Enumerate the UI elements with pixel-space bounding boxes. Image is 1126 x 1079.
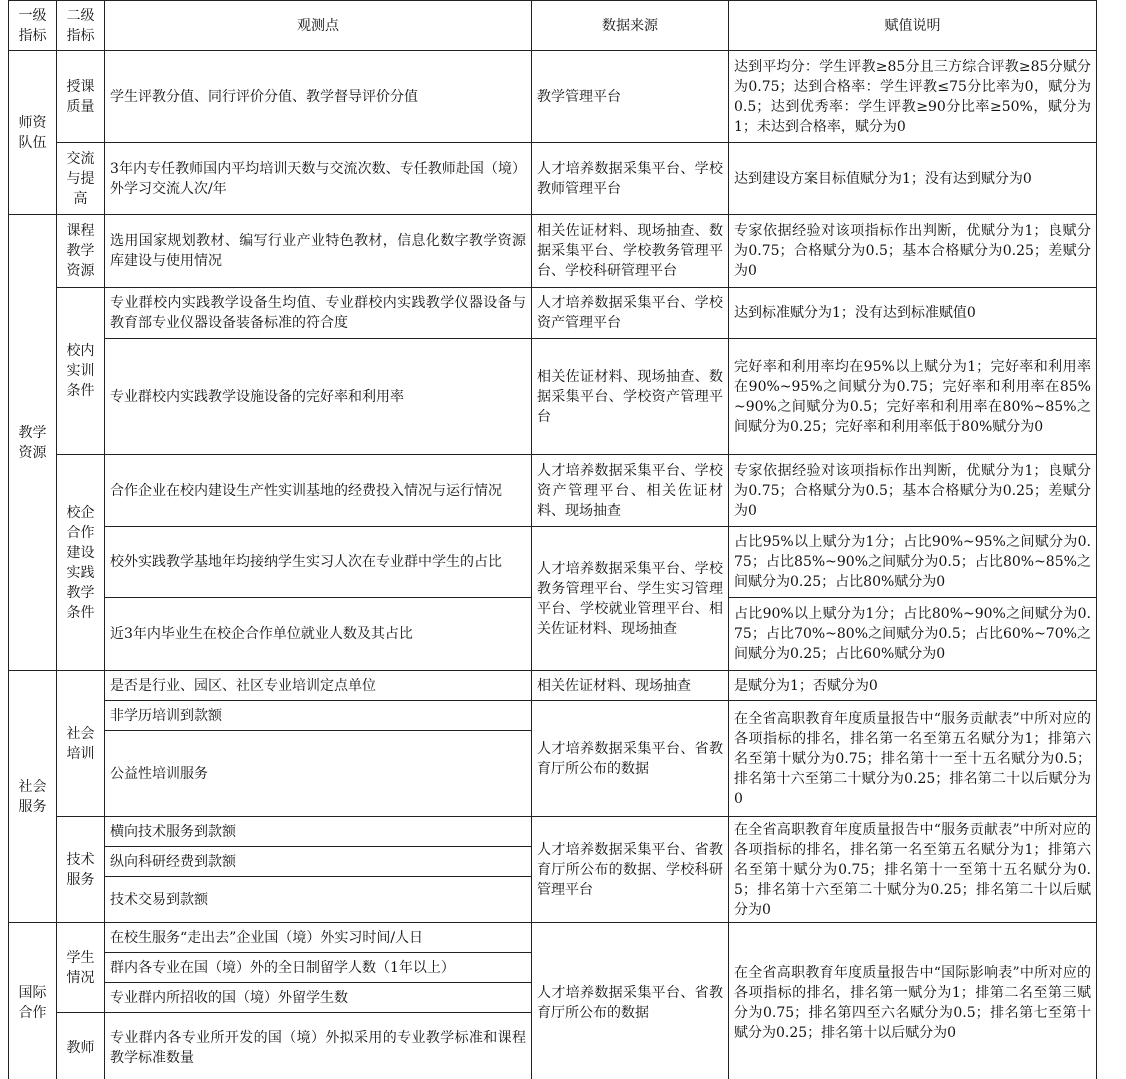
source-cell: 相关佐证材料、现场抽查、数据采集平台、学校资产管理平台	[532, 339, 729, 455]
source-cell: 人才培养数据采集平台、省教育厅所公布的数据	[532, 701, 729, 817]
observation-cell: 是否是行业、园区、社区专业培训定点单位	[105, 671, 532, 701]
scoring-cell: 占比95%以上赋分为1分；占比90%~95%之间赋分为0.75；占比85%~90%之间赋分为0.5；占比80%~85%之间赋分为0.25；占比80%赋分为0	[729, 527, 1097, 598]
table-row	[9, 671, 1097, 701]
scoring-cell: 在全省高职教育年度质量报告中“服务贡献表”中所对应的各项指标的排名，排名第一名至第五名赋分为1；排第六名至第十赋分为0.75；排名第十一至十五名赋分为0.5；排名第十六至第二十赋分为0.25；排名第二十以后赋分为0	[729, 701, 1097, 817]
source-cell: 教学管理平台	[532, 51, 729, 143]
header-level1: 一级指标	[9, 1, 57, 51]
header-scoring: 赋值说明	[729, 1, 1097, 51]
observation-cell: 专业群内所招收的国（境）外留学生数	[105, 983, 532, 1013]
source-cell: 人才培养数据采集平台、学校教务管理平台、学生实习管理平台、学校就业管理平台、相关佐证材料、现场抽查	[532, 527, 729, 671]
observation-cell: 群内各专业在国（境）外的全日制留学人数（1年以上）	[105, 953, 532, 983]
evaluation-index-table	[8, 0, 1097, 1079]
observation-cell: 选用国家规划教材、编写行业产业特色教材，信息化数字教学资源库建设与使用情况	[105, 215, 532, 288]
source-cell: 人才培养数据采集平台、学校资产管理平台	[532, 288, 729, 339]
table-row	[9, 215, 1097, 288]
level2-tech-service: 技术服务	[57, 817, 105, 923]
level2-teaching-quality: 授课质量	[57, 51, 105, 143]
observation-cell: 纵向科研经费到款额	[105, 847, 532, 877]
table-row	[9, 923, 1097, 953]
level1-teachers: 师资队伍	[9, 51, 57, 215]
level2-social-training: 社会培训	[57, 671, 105, 817]
scoring-cell: 专家依据经验对该项指标作出判断，优赋分为1；良赋分为0.75；合格赋分为0.5；基本合格赋分为0.25；差赋分为0	[729, 455, 1097, 527]
source-cell: 人才培养数据采集平台、学校资产管理平台、相关佐证材料、现场抽查	[532, 455, 729, 527]
source-cell: 人才培养数据采集平台、省教育厅所公布的数据、学校科研管理平台	[532, 817, 729, 923]
scoring-cell: 达到标准赋分为1；没有达到标准赋值0	[729, 288, 1097, 339]
header-source: 数据来源	[532, 1, 729, 51]
observation-cell: 学生评教分值、同行评价分值、教学督导评价分值	[105, 51, 532, 143]
table-row	[9, 701, 1097, 731]
observation-cell: 3年内专任教师国内平均培训天数与交流次数、专任教师赴国（境）外学习交流人次/年	[105, 143, 532, 215]
table-row	[9, 527, 1097, 598]
observation-cell: 近3年内毕业生在校企合作单位就业人数及其占比	[105, 598, 532, 671]
scoring-cell: 达到建设方案目标值赋分为1；没有达到赋分为0	[729, 143, 1097, 215]
level2-training-conditions: 校内实训条件	[57, 288, 105, 455]
table-row	[9, 339, 1097, 455]
table-row	[9, 143, 1097, 215]
table-row	[9, 288, 1097, 339]
source-cell: 人才培养数据采集平台、学校教师管理平台	[532, 143, 729, 215]
table-header-row	[9, 1, 1097, 51]
observation-cell: 专业群内各专业所开发的国（境）外拟采用的专业教学标准和课程教学标准数量	[105, 1013, 532, 1079]
level1-resources: 教学资源	[9, 215, 57, 671]
level2-students: 学生情况	[57, 923, 105, 1013]
observation-cell: 在校生服务“走出去”企业国（境）外实习时间/人日	[105, 923, 532, 953]
scoring-cell: 是赋分为1；否赋分为0	[729, 671, 1097, 701]
level2-course-resources: 课程教学资源	[57, 215, 105, 288]
table-row	[9, 455, 1097, 527]
level2-exchange: 交流与提高	[57, 143, 105, 215]
table-row	[9, 51, 1097, 143]
header-level2: 二级指标	[57, 1, 105, 51]
header-observation: 观测点	[105, 1, 532, 51]
observation-cell: 非学历培训到款额	[105, 701, 532, 731]
level2-coop-conditions: 校企合作建设实践教学条件	[57, 455, 105, 671]
observation-cell: 专业群校内实践教学设备生均值、专业群校内实践教学仪器设备与教育部专业仪器设备装备标准的符合度	[105, 288, 532, 339]
scoring-cell: 在全省高职教育年度质量报告中“服务贡献表”中所对应的各项指标的排名，排名第一名至第五名赋分为1；排第六名至第十赋分为0.75；排名第十一至第十五名赋分为0.5；排名第十六至第二十赋分为0.25；排名第二十以后赋分为0	[729, 817, 1097, 923]
observation-cell: 校外实践教学基地年均接纳学生实习人次在专业群中学生的占比	[105, 527, 532, 598]
table-row	[9, 817, 1097, 847]
source-cell: 相关佐证材料、现场抽查、数据采集平台、学校教务管理平台、学校科研管理平台	[532, 215, 729, 288]
level1-intl: 国际合作	[9, 923, 57, 1079]
level2-teachers-intl: 教师	[57, 1013, 105, 1079]
source-cell: 人才培养数据采集平台、省教育厅所公布的数据	[532, 923, 729, 1079]
scoring-cell: 完好率和利用率均在95%以上赋分为1；完好率和利用率在90%~95%之间赋分为0.75；完好率和利用率在85%~90%之间赋分为0.5；完好率和利用率在80%~85%之间赋分为0.25；完好率和利用率低于80%赋分为0	[729, 339, 1097, 455]
observation-cell: 专业群校内实践教学设施设备的完好率和利用率	[105, 339, 532, 455]
source-cell: 相关佐证材料、现场抽查	[532, 671, 729, 701]
observation-cell: 横向技术服务到款额	[105, 817, 532, 847]
observation-cell: 技术交易到款额	[105, 877, 532, 923]
scoring-cell: 达到平均分：学生评教≥85分且三方综合评教≥85分赋分为0.75；达到合格率：学生评教≤75分比率为0，赋分为0.5；达到优秀率：学生评教≥90分比率≥50%，赋分为1；未达到合格率，赋分为0	[729, 51, 1097, 143]
observation-cell: 公益性培训服务	[105, 731, 532, 817]
scoring-cell: 专家依据经验对该项指标作出判断，优赋分为1；良赋分为0.75；合格赋分为0.5；基本合格赋分为0.25；差赋分为0	[729, 215, 1097, 288]
scoring-cell: 占比90%以上赋分为1分；占比80%~90%之间赋分为0.75；占比70%~80%之间赋分为0.5；占比60%~70%之间赋分为0.25；占比60%赋分为0	[729, 598, 1097, 671]
scoring-cell: 在全省高职教育年度质量报告中“国际影响表”中所对应的各项指标的排名，排名第一赋分为1；排第二名至第三赋分为0.75；排名第四至六名赋分为0.5；排名第七至第十赋分为0.25；排名第十以后赋分为0	[729, 923, 1097, 1079]
level1-service: 社会服务	[9, 671, 57, 923]
observation-cell: 合作企业在校内建设生产性实训基地的经费投入情况与运行情况	[105, 455, 532, 527]
